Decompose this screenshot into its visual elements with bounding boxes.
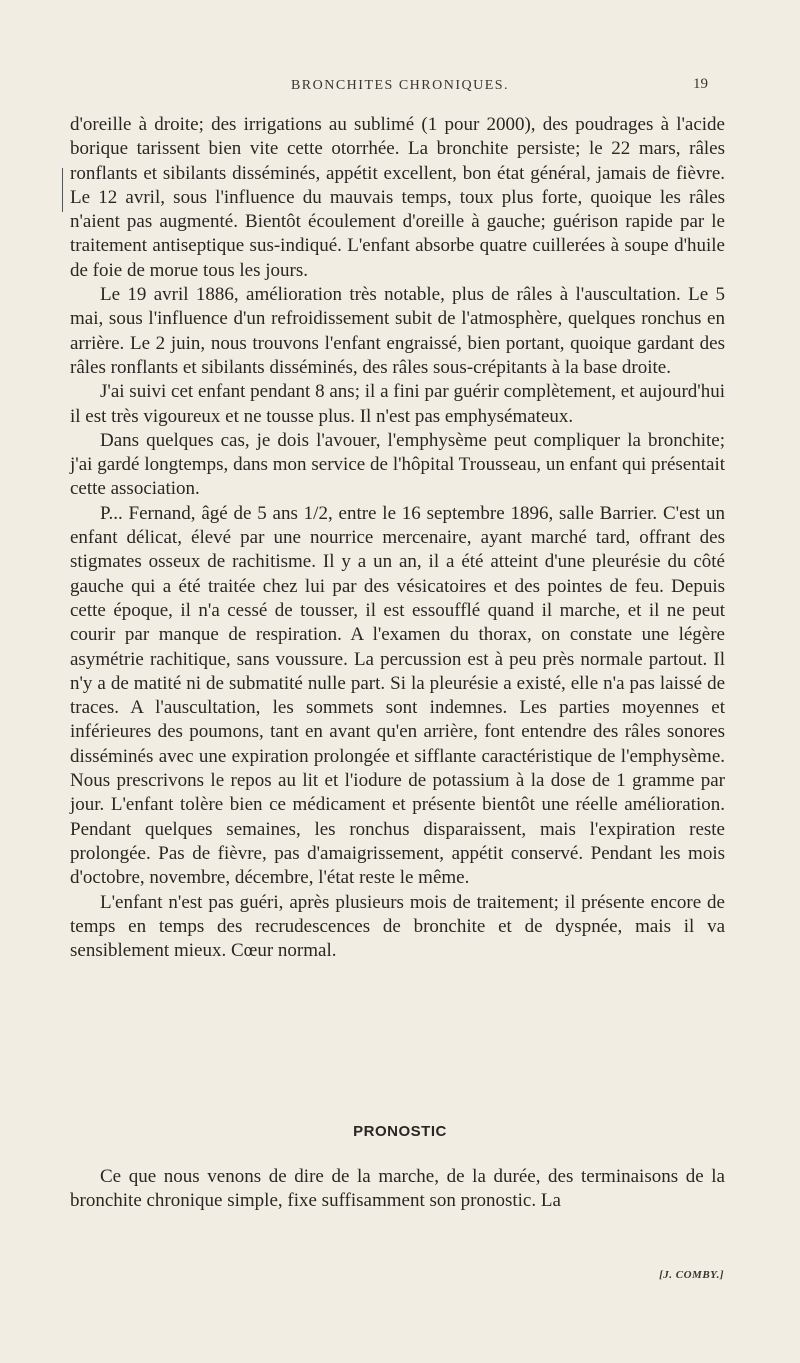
paragraph: L'enfant n'est pas guéri, après plusieurs mois de traitement; il présente encore de temps en temps des recrudescences de bronchite et de dyspnée, mais il va sensiblement mieux. Cœur normal.: [70, 891, 725, 962]
body-text: [70, 113, 725, 963]
section-body: [70, 1165, 725, 1214]
paragraph: P... Fernand, âgé de 5 ans 1/2, entre le 16 septembre 1896, salle Barrier. C'est un enfant délicat, élevé par une nourrice mercenaire, ayant marché tard, offrant des stigmates osseux de rachitisme. Il y a un an, il a été atteint d'une pleurésie du côté gauche qui a été traitée chez lui par des vésicatoires et des pointes de feu. Depuis cette époque, il n'a cessé de tousser, il est essoufflé quand il marche, et il ne peut courir par manque de respiration. A l'examen du thorax, on constate une légère asymétrie rachitique, sans voussure. La percussion est à peu près normale partout. Il n'y a de matité ni de submatité nulle part. Si la pleurésie a existé, elle n'a pas laissé de traces. A l'auscultation, les sommets sont indemnes. Les parties moyennes et inférieures des poumons, tant en avant qu'en arrière, font entendre des râles sonores disséminés avec une expiration prolongée et sifflante caractéristique de l'emphysème. Nous prescrivons le repos au lit et l'iodure de potassium à la dose de 1 gramme par jour. L'enfant tolère bien ce médicament et présente bientôt une réelle amélioration. Pendant quelques semaines, les ronchus disparaissent, mais l'expiration reste prolongée. Pas de fièvre, pas d'amaigrissement, appétit conservé. Pendant les mois d'octobre, novembre, décembre, l'état reste le même.: [70, 502, 725, 889]
margin-mark: [62, 168, 63, 212]
paragraph: J'ai suivi cet enfant pendant 8 ans; il a fini par guérir complètement, et aujourd'hui il est très vigoureux et ne tousse plus. Il n'est pas emphysémateux.: [70, 381, 725, 427]
page-number: 19: [693, 76, 708, 92]
signature-mark: [J. COMBY.]: [659, 1269, 724, 1281]
paragraph: Dans quelques cas, je dois l'avouer, l'emphysème peut compliquer la bronchite; j'ai gardé longtemps, dans mon service de l'hôpital Trousseau, un enfant qui présentait cette association.: [70, 429, 725, 500]
section-heading: PRONOSTIC: [353, 1123, 447, 1140]
paragraph: Le 19 avril 1886, amélioration très notable, plus de râles à l'auscultation. Le 5 mai, sous l'influence d'un refroidissement subit de l'atmosphère, quelques ronchus en arrière. Le 2 juin, nous trouvons l'enfant engraissé, bien portant, quoique gardant des râles ronflants et sibilants disséminés, des râles sous-crépitants à la base droite.: [70, 284, 725, 378]
paragraph: d'oreille à droite; des irrigations au sublimé (1 pour 2000), des poudrages à l'acide borique tarissent bien vite cette otorrhée. La bronchite persiste; le 22 mars, râles ronflants et sibilants disséminés, appétit excellent, bon état général, jamais de fièvre. Le 12 avril, sous l'influence du mauvais temps, toux plus forte, quoique les râles n'aient pas augmenté. Bientôt écoulement d'oreille à gauche; guérison rapide par le traitement antiseptique sus-indiqué. L'enfant absorbe quatre cuillerées à soupe d'huile de foie de morue tous les jours.: [70, 114, 725, 281]
running-title: BRONCHITES CHRONIQUES.: [290, 78, 510, 93]
paragraph: Ce que nous venons de dire de la marche, de la durée, des terminaisons de la bronchite chronique simple, fixe suffisamment son pronostic. La: [70, 1166, 725, 1212]
